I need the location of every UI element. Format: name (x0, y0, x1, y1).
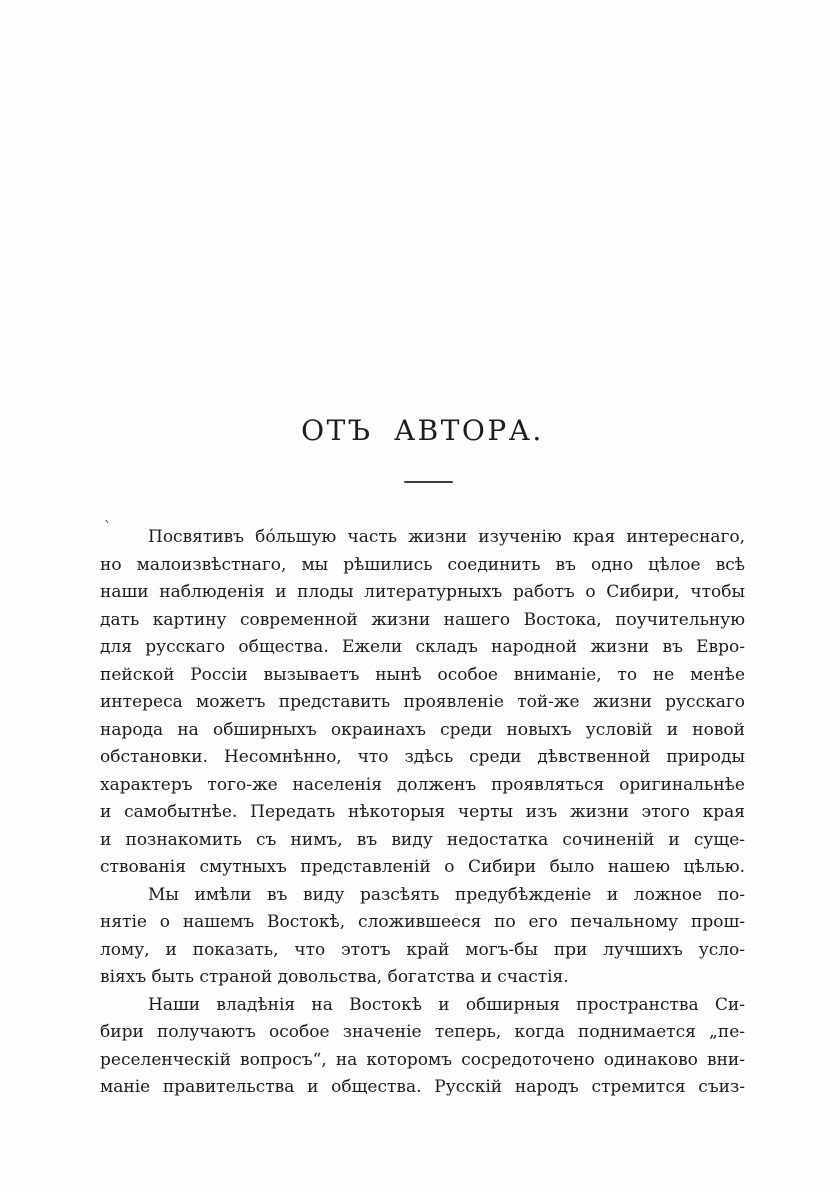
text-line: Посвятивъ бо́льшую часть жизни изученію края интереснаго, (148, 527, 745, 547)
text-line: обстановки. Несомнѣнно, что здѣсь среди дѣвственной природы (100, 747, 745, 767)
page-title: ОТЪ АВТОРА. (301, 414, 544, 447)
text-line: Мы имѣли въ виду разсѣять предубѣжденіе и ложное по- (148, 884, 745, 905)
text-line: интереса можетъ представить проявленіе той-же жизни русскаго (100, 692, 745, 712)
text-line: характеръ того-же населенія долженъ проявляться оригинальнѣе (100, 774, 745, 795)
text-line: нятіе о нашемъ Востокѣ, сложившееся по его печальному прош- (100, 912, 745, 932)
text-line: для русскаго общества. Ежели складъ народной жизни въ Евро- (100, 637, 745, 657)
text-line: ствованія смутныхъ представленій о Сибири было нашею цѣлью. (100, 857, 745, 877)
text-line: маніе правительства и общества. Русскій народъ стремится съиз- (100, 1077, 745, 1097)
text-line: но малоизвѣстнаго, мы рѣшились соединить въ одно цѣлое всѣ (100, 554, 745, 575)
text-line: бири получаютъ особое значеніе теперь, когда поднимается „пе- (100, 1022, 745, 1042)
text-line: наши наблюденія и плоды литературныхъ работъ о Сибири, чтобы (100, 582, 745, 602)
title-divider (404, 481, 453, 483)
text-line: дать картину современной жизни нашего Востока, поучительную (100, 609, 745, 630)
text-line: и познакомить съ нимъ, въ виду недостатка сочиненій и суще- (100, 829, 745, 850)
text-line: лому, и показать, что этотъ край могъ-бы при лучшихъ усло- (100, 939, 745, 960)
stray-ink-mark: ˋ (102, 517, 112, 538)
text-line: віяхъ быть страной довольства, богатства и счастія. (100, 967, 569, 987)
text-line: реселенческій вопросъ“, на которомъ сосредоточено одинаково вни- (100, 1049, 745, 1070)
text-line: народа на обширныхъ окраинахъ среди новыхъ условій и новой (100, 719, 745, 740)
text-body (100, 524, 745, 1102)
text-line: пейской Россіи вызываетъ нынѣ особое вниманіе, то не менѣе (100, 664, 745, 685)
text-line: Наши владѣнія на Востокѣ и обширныя пространства Си- (148, 994, 745, 1015)
text-line: и самобытнѣе. Передать нѣкоторыя черты изъ жизни этого края (100, 802, 745, 822)
